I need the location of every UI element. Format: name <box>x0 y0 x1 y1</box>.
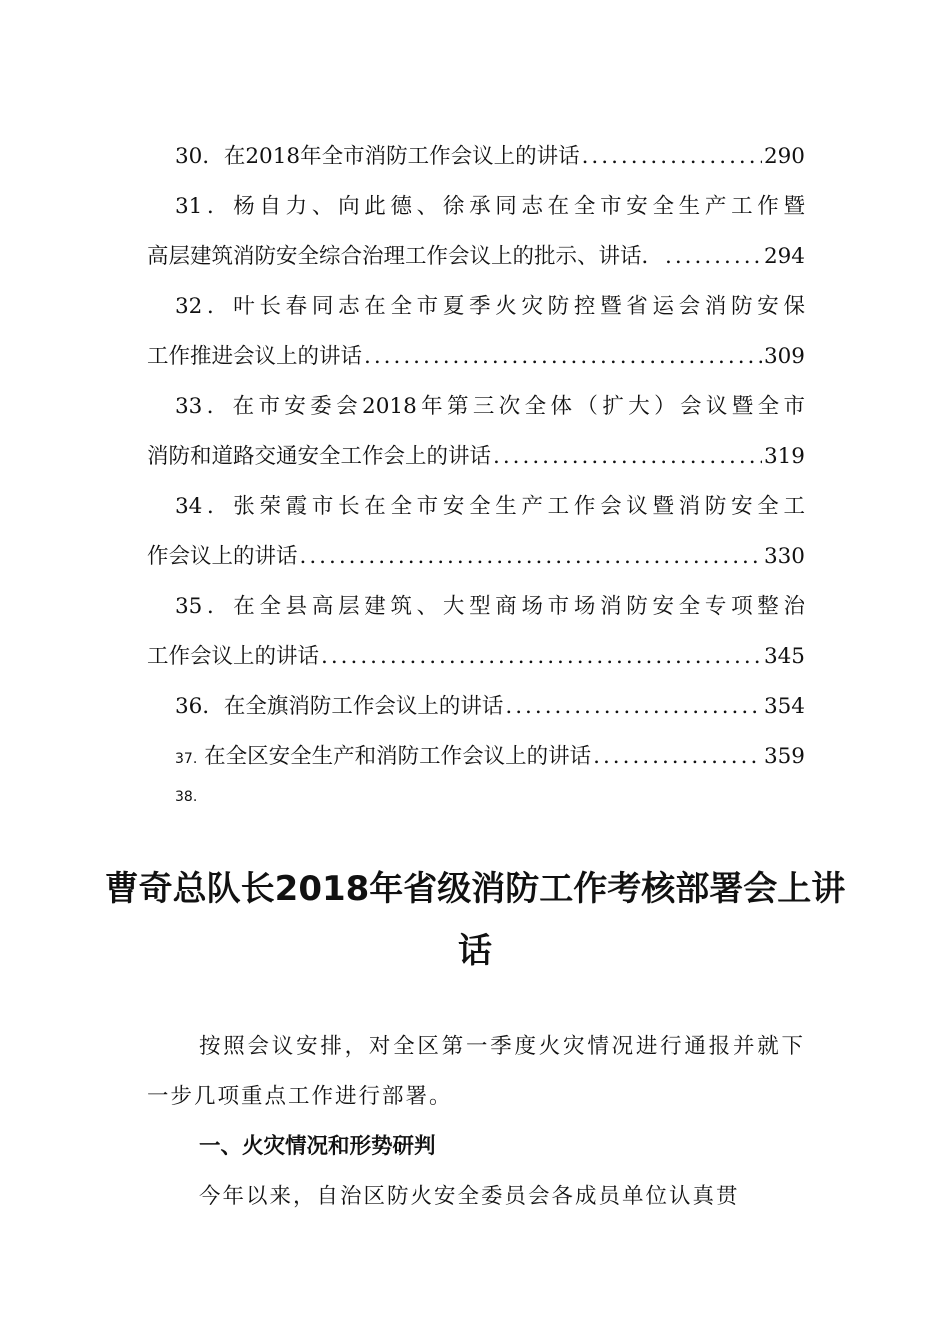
toc-page-number: 294 <box>763 244 805 269</box>
toc-entry-36[interactable] <box>147 682 805 732</box>
toc-page-number: 319 <box>763 444 805 469</box>
toc-page-number: 359 <box>763 744 805 769</box>
toc-entry-title-continued: 消防和道路交通安全工作会上的讲话 <box>147 444 492 469</box>
toc-page-number: 290 <box>763 144 805 169</box>
toc-leader-dots <box>321 632 762 682</box>
toc-entry-33-continued[interactable] <box>147 432 805 482</box>
toc-entry-number: 32． <box>175 294 234 319</box>
toc-entry-title: 在全区安全生产和消防工作会议上的讲话 <box>204 744 592 769</box>
toc-leader-dots <box>493 432 762 482</box>
toc-entry-34[interactable] <box>147 482 805 532</box>
toc-entry-title: 在市安委会2018年第三次全体（扩大）会议暨全市 <box>232 394 805 419</box>
toc-entry-title: 在2018年全市消防工作会议上的讲话 <box>223 144 580 169</box>
toc-leader-dots <box>364 332 762 382</box>
toc-entry-32-continued[interactable] <box>147 332 805 382</box>
toc-entry-35[interactable] <box>147 582 805 632</box>
toc-entry-title-continued: 工作推进会议上的讲话 <box>147 344 363 369</box>
toc-entry-title: 在全县高层建筑、大型商场市场消防安全专项整治 <box>233 594 805 619</box>
toc-leader-dots <box>505 682 762 732</box>
toc-entry-title: 张荣霞市长在全市安全生产工作会议暨消防安全工 <box>233 494 805 519</box>
table-of-contents <box>147 132 805 822</box>
toc-page-number: 354 <box>763 694 805 719</box>
toc-page-number: 345 <box>763 644 805 669</box>
toc-entry-number: 33． <box>175 394 233 419</box>
toc-entry-number: 35． <box>175 594 234 619</box>
toc-entry-title: 杨自力、向此德、徐承同志在全市安全生产工作暨 <box>233 194 805 219</box>
toc-entry-title-continued: 高层建筑消防安全综合治理工作会议上的批示、讲话． <box>147 244 664 269</box>
toc-entry-37[interactable] <box>147 732 805 782</box>
toc-entry-number: 38. <box>175 789 198 805</box>
toc-entry-title-continued: 作会议上的讲话 <box>147 544 298 569</box>
toc-leader-dots <box>300 532 762 582</box>
toc-entry-number: 36． <box>175 694 224 719</box>
toc-entry-number: 37. <box>175 751 198 767</box>
section-heading: 一、火灾情况和形势研判 <box>199 1134 436 1159</box>
toc-entry-35-continued[interactable] <box>147 632 805 682</box>
toc-leader-dots <box>665 232 762 282</box>
body-paragraph: 今年以来，自治区防火安全委员会各成员单位认真贯 <box>199 1184 740 1209</box>
toc-page-number: 330 <box>763 544 805 569</box>
toc-entry-31[interactable] <box>147 182 805 232</box>
toc-entry-30[interactable] <box>147 132 805 182</box>
toc-leader-dots <box>593 732 762 782</box>
toc-entry-33[interactable] <box>147 382 805 432</box>
toc-entry-number: 30． <box>175 144 224 169</box>
toc-entry-31-continued[interactable] <box>147 232 805 282</box>
toc-entry-number: 31． <box>175 194 234 219</box>
toc-entry-title-continued: 工作会议上的讲话 <box>147 644 320 669</box>
toc-entry-number: 34． <box>175 494 234 519</box>
toc-entry-32[interactable] <box>147 282 805 332</box>
toc-leader-dots <box>582 132 762 182</box>
toc-entry-38[interactable] <box>147 782 805 822</box>
toc-page-number: 309 <box>763 344 805 369</box>
speech-title: 曹奇总队长2018年省级消防工作考核部署会上讲话 <box>104 869 846 971</box>
toc-entry-title: 叶长春同志在全市夏季火灾防控暨省运会消防安保 <box>233 294 805 319</box>
opening-paragraph: 按照会议安排，对全区第一季度火灾情况进行通报并就下一步几项重点工作进行部署。 <box>147 1034 805 1109</box>
toc-entry-title: 在全旗消防工作会议上的讲话 <box>223 694 504 719</box>
toc-entry-34-continued[interactable] <box>147 532 805 582</box>
